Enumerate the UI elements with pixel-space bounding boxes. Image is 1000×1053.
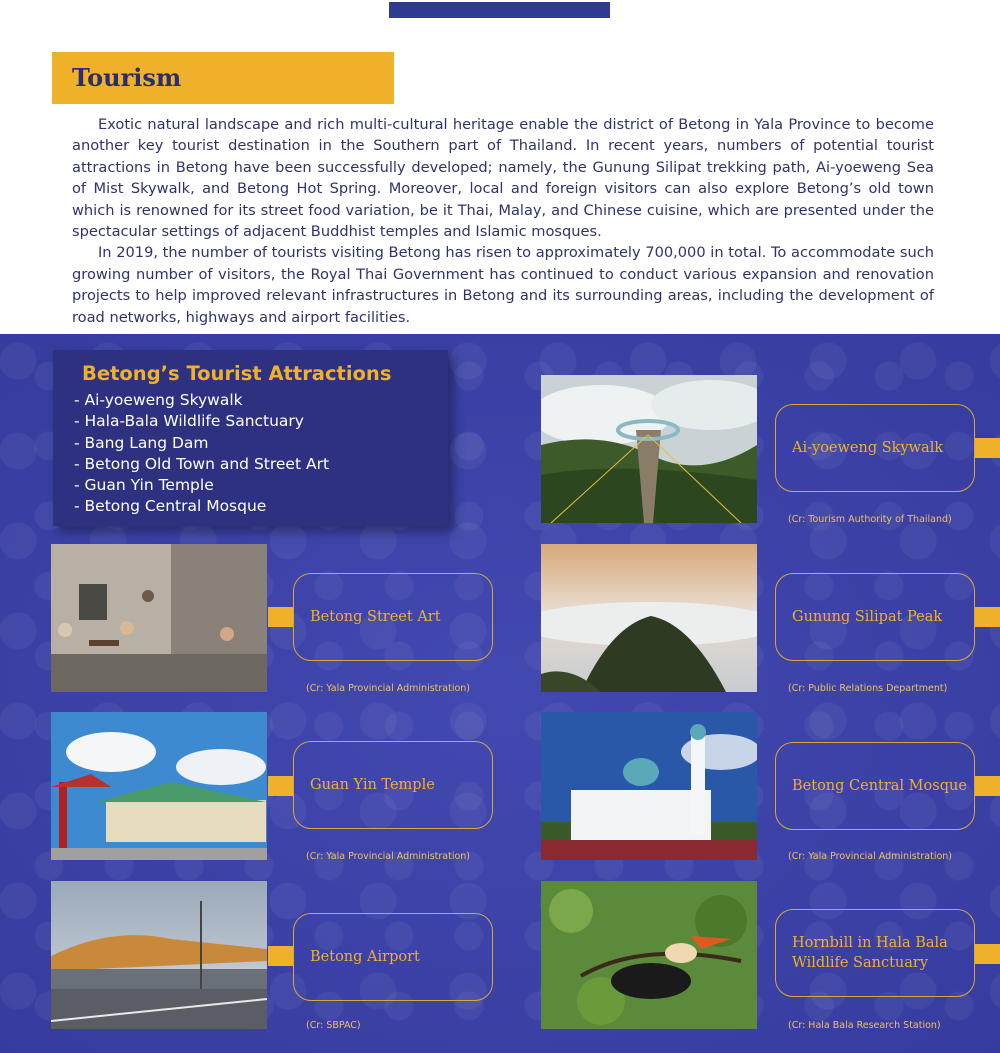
- airport-label-box: [293, 913, 493, 1001]
- section-title-box: [52, 52, 394, 104]
- street-art-tab: [268, 607, 293, 627]
- top-decor-bar: [389, 2, 610, 18]
- skywalk-tab: [975, 438, 1000, 458]
- hornbill-label: Hornbill in Hala Bala Wildlife Sanctuary: [792, 935, 948, 971]
- guan-yin-tab: [268, 776, 293, 796]
- silipat-label: Gunung Silipat Peak: [792, 609, 943, 625]
- list-item: - Betong Central Mosque: [74, 497, 267, 516]
- guan-yin-photo: [51, 712, 267, 860]
- attractions-list: [74, 390, 329, 518]
- mosque-credit: (Cr: Yala Provincial Administration): [788, 851, 953, 862]
- skywalk-photo: [541, 375, 757, 523]
- airport-credit: (Cr: SBPAC): [306, 1020, 361, 1031]
- hornbill-credit: (Cr: Hala Bala Research Station): [788, 1020, 941, 1031]
- mosque-photo: [541, 712, 757, 860]
- airport-photo: [51, 881, 267, 1029]
- street-art-photo: [51, 544, 267, 692]
- street-art-label: Betong Street Art: [310, 609, 441, 625]
- street-art-label-box: [293, 573, 493, 661]
- skywalk-label-box: [775, 404, 975, 492]
- list-item: - Hala-Bala Wildlife Sanctuary: [74, 412, 304, 431]
- intro-paragraph-1: Exotic natural landscape and rich multi-cultural heritage enable the district of Betong in Yala Province to become another key tourist destination in the Southern part of Thailand. In recent years, numbers of potential tourist attractions in Betong have been successfully developed; namely, the Gunung Silipat trekking path, Ai-yoeweng Sea of Mist Skywalk, and Betong Hot Spring. Moreover, local and foreign visitors can also explore Betong’s old town which is renowned for its street food variation, be it Thai, Malay, and Chinese cuisine, which are presented under the spectacular settings of adjacent Buddhist temples and Islamic mosques.: [72, 116, 934, 241]
- section-title: Tourism: [72, 63, 182, 92]
- hornbill-photo: [541, 881, 757, 1029]
- skywalk-label: Ai-yoeweng Skywalk: [792, 440, 944, 456]
- attractions-list-box: [53, 350, 448, 526]
- guan-yin-label: Guan Yin Temple: [310, 777, 435, 793]
- mosque-label-box: [775, 742, 975, 830]
- silipat-label-box: [775, 573, 975, 661]
- attractions-title: Betong’s Tourist Attractions: [82, 362, 392, 385]
- airport-tab: [268, 946, 293, 966]
- street-art-credit: (Cr: Yala Provincial Administration): [306, 683, 471, 694]
- silipat-credit: (Cr: Public Relations Department): [788, 683, 948, 694]
- hornbill-label-box: [775, 909, 975, 997]
- silipat-tab: [975, 607, 1000, 627]
- intro-text: [72, 114, 934, 328]
- airport-label: Betong Airport: [310, 949, 420, 965]
- list-item: - Ai-yoeweng Skywalk: [74, 391, 243, 409]
- mosque-tab: [975, 776, 1000, 796]
- hornbill-tab: [975, 944, 1000, 964]
- list-item: - Guan Yin Temple: [74, 476, 214, 495]
- skywalk-credit: (Cr: Tourism Authority of Thailand): [788, 514, 952, 525]
- intro-paragraph-2: In 2019, the number of tourists visiting Betong has risen to approximately 700,000 in total. To accommodate such growing number of visitors, the Royal Thai Government has continued to conduct various expansion and renovation projects to help improved relevant infrastructures in Betong and its surrounding areas, including the development of road networks, highways and airport facilities.: [72, 244, 934, 326]
- list-item: - Bang Lang Dam: [74, 433, 209, 452]
- mosque-label: Betong Central Mosque: [792, 778, 967, 794]
- guan-yin-label-box: [293, 741, 493, 829]
- list-item: - Betong Old Town and Street Art: [74, 454, 330, 473]
- guan-yin-credit: (Cr: Yala Provincial Administration): [306, 851, 471, 862]
- silipat-photo: [541, 544, 757, 692]
